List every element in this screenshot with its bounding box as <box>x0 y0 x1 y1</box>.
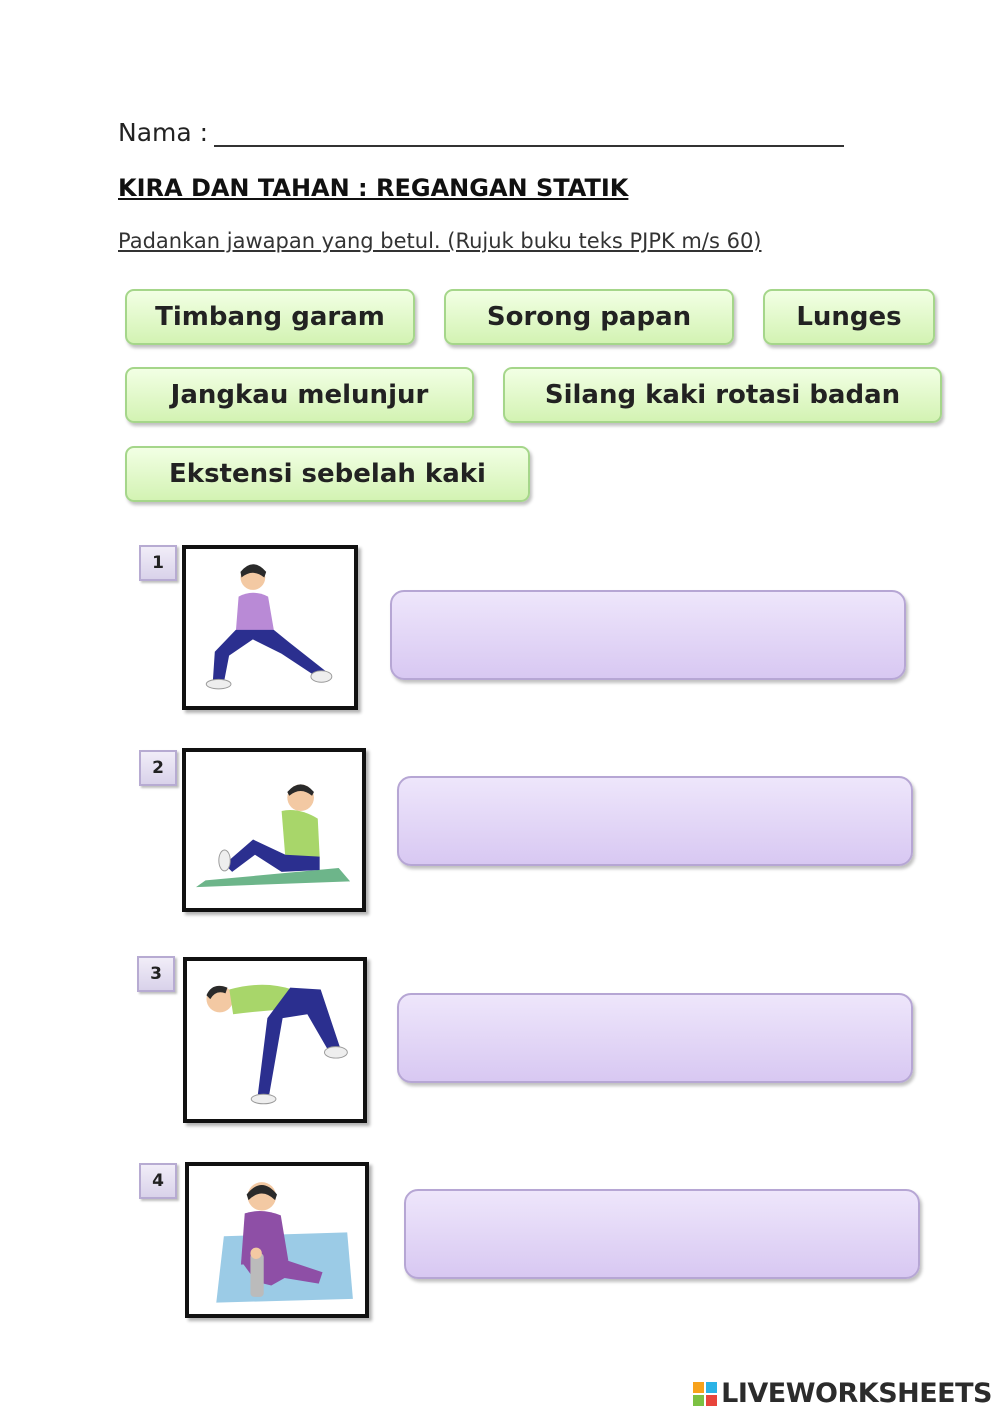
answer-box-3[interactable] <box>397 993 913 1083</box>
option-ekstensi-sebelah-kaki[interactable]: Ekstensi sebelah kaki <box>125 446 530 502</box>
child-seated-reach-stretch-icon <box>185 1162 369 1318</box>
answer-box-4[interactable] <box>404 1189 920 1279</box>
liveworksheets-logo-icon <box>693 1382 717 1406</box>
option-jangkau-melunjur[interactable]: Jangkau melunjur <box>125 367 474 423</box>
liveworksheets-brand <box>693 1378 992 1409</box>
option-lunges[interactable]: Lunges <box>763 289 935 345</box>
child-backbend-stretch-icon <box>183 957 367 1123</box>
worksheet-instruction: Padankan jawapan yang betul. (Rujuk buku teks PJPK m/s 60) <box>118 229 762 253</box>
option-silang-kaki-rotasi-badan[interactable]: Silang kaki rotasi badan <box>503 367 942 423</box>
item-number-2: 2 <box>139 750 177 786</box>
item-number-4: 4 <box>139 1163 177 1199</box>
item-number-3: 3 <box>137 956 175 992</box>
brand-text: LIVEWORKSHEETS <box>721 1378 992 1409</box>
name-blank-line <box>214 121 844 147</box>
child-lunge-stretch-icon <box>182 545 358 710</box>
option-sorong-papan[interactable]: Sorong papan <box>444 289 734 345</box>
child-seated-cross-leg-twist-icon <box>182 748 366 912</box>
answer-box-1[interactable] <box>390 590 906 680</box>
worksheet-title: KIRA DAN TAHAN : REGANGAN STATIK <box>118 174 629 202</box>
option-timbang-garam[interactable]: Timbang garam <box>125 289 415 345</box>
item-number-1: 1 <box>139 545 177 581</box>
name-field-label <box>118 118 844 147</box>
answer-box-2[interactable] <box>397 776 913 866</box>
name-label: Nama : <box>118 118 209 147</box>
